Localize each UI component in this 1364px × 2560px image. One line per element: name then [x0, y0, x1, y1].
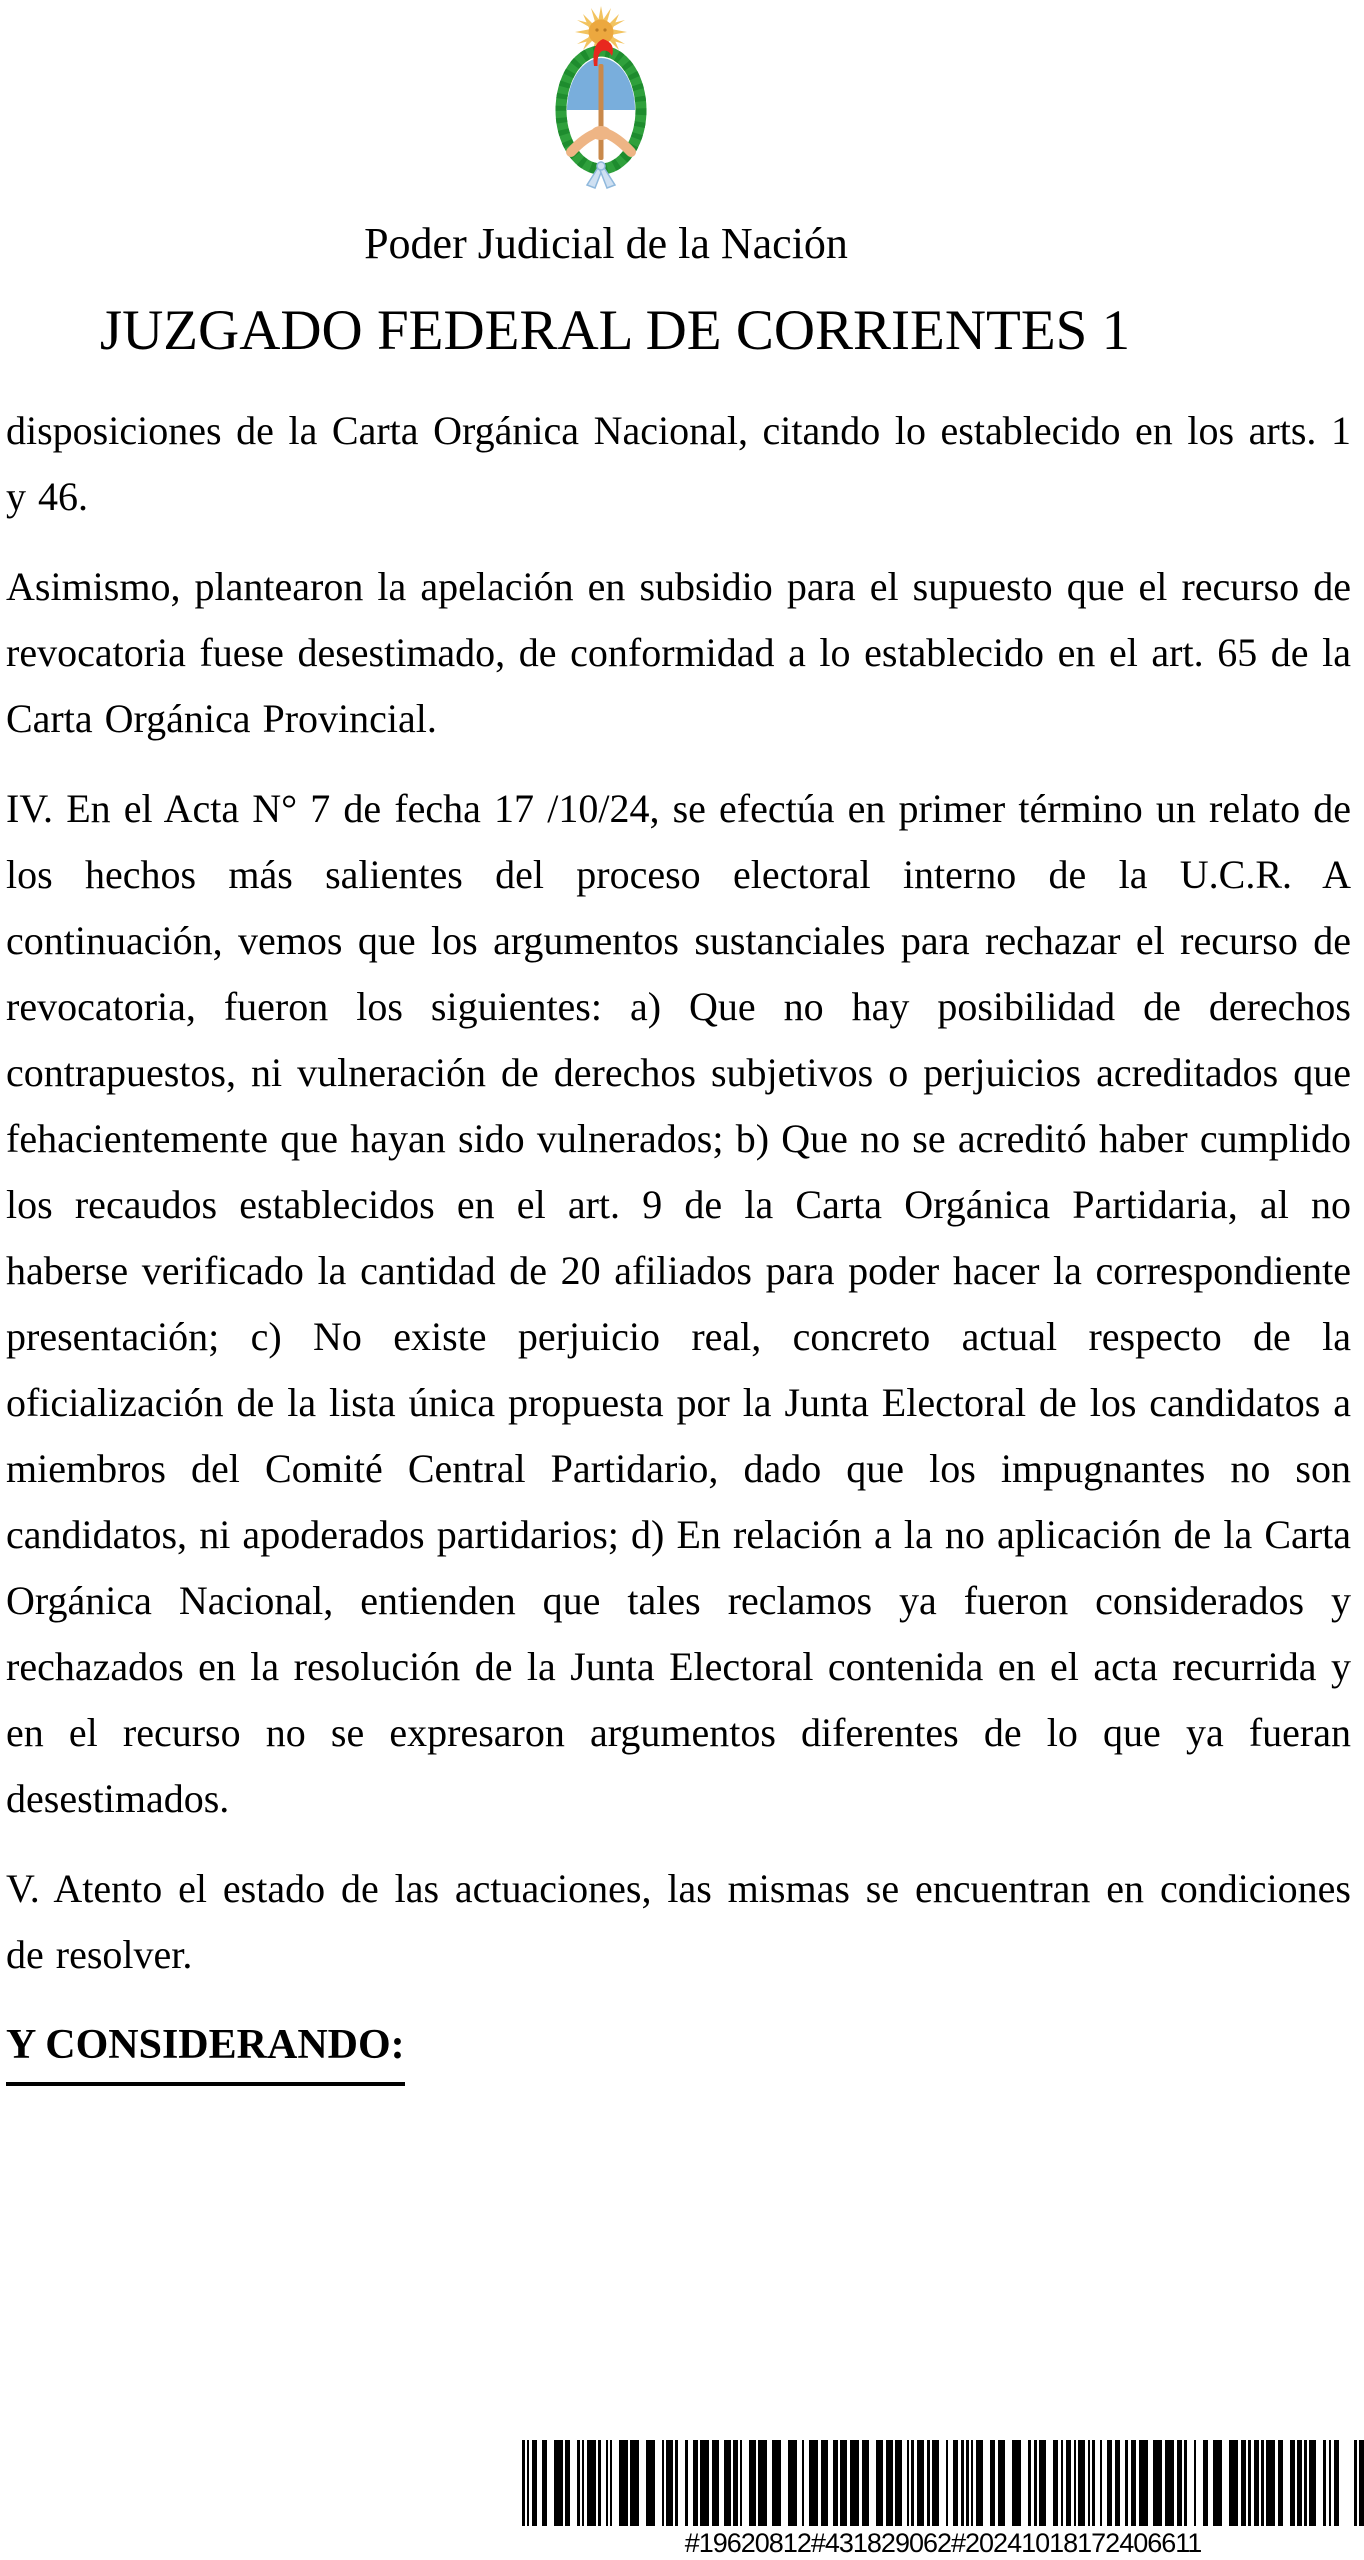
- body-paragraph: Asimismo, plantearon la apelación en subsidio para el supuesto que el recurso de revocatoria fuese desestimado, de conformidad a lo establecido en el art. 65 de la Carta Orgánica Provincial.: [6, 564, 1351, 741]
- barcode-text: #19620812#431829062#20241018172406611: [684, 2528, 1202, 2558]
- barcode: [522, 2440, 1364, 2559]
- barcode-bars: [522, 2440, 1364, 2526]
- ruling-text: [6, 398, 1351, 2086]
- institution-title: Poder Judicial de la Nación: [364, 219, 848, 268]
- argentina-coat-of-arms-emblem: [549, 6, 655, 192]
- considerando-heading: Y CONSIDERANDO:: [6, 2012, 1351, 2086]
- body-paragraph: disposiciones de la Carta Orgánica Nacional, citando lo establecido en los arts. 1 y 46.: [6, 408, 1351, 519]
- court-title: JUZGADO FEDERAL DE CORRIENTES 1: [99, 299, 1131, 362]
- body-paragraph: V. Atento el estado de las actuaciones, las mismas se encuentran en condiciones de resolver.: [6, 1866, 1351, 1977]
- pike: [599, 64, 604, 160]
- body-paragraph: IV. En el Acta N° 7 de fecha 17 /10/24, se efectúa en primer término un relato de los hechos más salientes del proceso electoral interno de la U.C.R. A continuación, vemos que los argumentos sustanciales para rechazar el recurso de revocatoria, fueron los siguientes: a) Que no hay posibilidad de derechos contrapuestos, ni vulneración de derechos subjetivos o perjuicios acreditados que fehacientemente que hayan sido vulnerados; b) Que no se acreditó haber cumplido los recaudos establecidos en el art. 9 de la Carta Orgánica Partidaria, al no haberse verificado la cantidad de 20 afiliados para poder hacer la correspondiente presentación; c) No existe perjuicio real, concreto actual respecto de la oficialización de la lista única propuesta por la Junta Electoral de los candidatos a miembros del Comité Central Partidario, dado que los impugnantes no son candidatos, ni apoderados partidarios; d) En relación a la no aplicación de la Carta Orgánica Nacional, entienden que tales reclamos ya fueron considerados y rechazados en la resolución de la Junta Electoral contenida en el acta recurrida y en el recurso no se expresaron argumentos diferentes de lo que ya fueran desestimados.: [6, 786, 1351, 1821]
